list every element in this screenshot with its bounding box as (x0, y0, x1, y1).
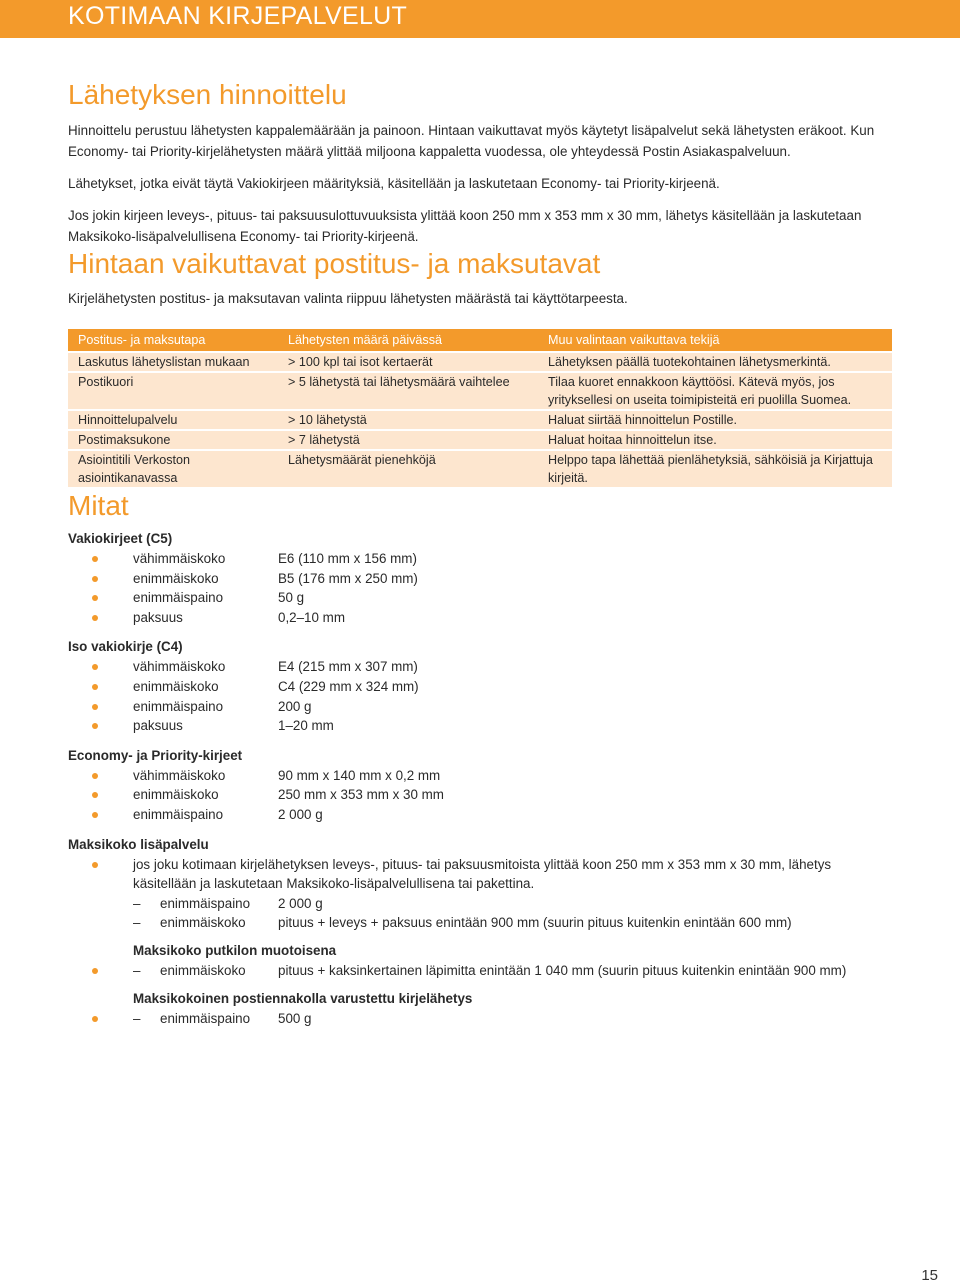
table-cell: Hinnoittelupalvelu (68, 411, 278, 429)
item-label: enimmäispaino (160, 1010, 251, 1026)
dash-marker: – (133, 895, 141, 911)
page-content (68, 78, 892, 1028)
list-item (68, 677, 892, 697)
table-row (68, 431, 892, 449)
dimensions-section (68, 529, 892, 1028)
table-cell: Postikuori (68, 373, 278, 409)
list-item (68, 766, 892, 786)
pricing-paragraph: Hinnoittelu perustuu lähetysten kappalemäärään ja painoon. Hintaan vaikuttavat myös käytetyt lisäpalvelut sekä lähetysten eräkoot. Kun Economy- tai Priority-kirjelähetysten määrä ylittää miljoona kappaletta vuodessa, ole yhteydessä Postin Asiakaspalveluun. (68, 123, 875, 159)
table-cell: Tilaa kuoret ennakkoon käyttöösi. Kätevä myös, jos yrityksellesi on useita toimipisteitä eri puolilla Suomea. (538, 373, 892, 409)
item-value: E6 (110 mm x 156 mm) (278, 551, 417, 566)
table-row (68, 353, 892, 371)
item-value: 50 g (278, 590, 305, 606)
list-item (68, 785, 892, 805)
table-row (68, 373, 892, 409)
item-label: enimmäiskoko (133, 787, 219, 803)
item-value: B5 (176 mm x 250 mm) (278, 570, 418, 586)
list-item (68, 961, 892, 981)
maxi-intro-text: jos joku kotimaan kirjelähetyksen leveys-, pituus- tai paksuusmitoista ylittää koon 250 mm x 353 mm x 30 mm, lähetys käsitellään ja laskutetaan Maksikoko-lisäpalvelullisena tai pakettina. (133, 856, 832, 892)
table-cell: Lähetysmäärät pienehköjä (278, 451, 538, 487)
item-value: 2 000 g (278, 895, 323, 911)
list-item (68, 697, 892, 717)
bullet-icon (92, 704, 98, 710)
group-title: Economy- ja Priority-kirjeet (68, 747, 243, 763)
bullet-icon (92, 792, 98, 798)
list-item (68, 588, 892, 608)
page-header-title: KOTIMAAN KIRJEPALVELUT (68, 2, 408, 30)
bullet-icon (92, 773, 98, 779)
item-label: vähimmäiskoko (133, 767, 226, 783)
table-cell: > 100 kpl tai isot kertaerät (278, 353, 538, 371)
item-label: enimmäispaino (133, 590, 224, 606)
item-label: enimmäiskoko (160, 915, 246, 931)
item-value: 1–20 mm (278, 718, 334, 734)
group-title: Maksikoko lisäpalvelu (68, 836, 209, 852)
table-cell: > 10 lähetystä (278, 411, 538, 429)
page-header-bar (0, 0, 960, 38)
item-label: paksuus (133, 718, 183, 734)
dash-marker: – (133, 1010, 141, 1026)
item-value: 200 g (278, 698, 312, 714)
bullet-icon (92, 615, 98, 621)
list-item (68, 608, 892, 628)
table-row (68, 451, 892, 487)
dimensions-title: Mitat (68, 490, 129, 521)
item-label: enimmäiskoko (160, 962, 246, 978)
table-cell: > 5 lähetystä tai lähetysmäärä vaihtelee (278, 373, 538, 409)
item-value: E4 (215 mm x 307 mm) (278, 659, 418, 675)
item-value: 250 mm x 353 mm x 30 mm (278, 787, 444, 803)
maxi-intro (68, 855, 892, 894)
table-cell: Haluat hoitaa hinnoittelun itse. (538, 431, 892, 449)
bullet-icon (92, 862, 98, 868)
sub-title: Maksikoko putkilon muotoisena (133, 942, 337, 958)
table-header-cell: Lähetysten määrä päivässä (278, 329, 538, 351)
table-header-row (68, 329, 892, 351)
table-cell: > 7 lähetystä (278, 431, 538, 449)
item-label: enimmäispaino (133, 698, 224, 714)
group-title: Iso vakiokirje (C4) (68, 639, 183, 655)
bullet-icon (92, 556, 98, 562)
list-item (68, 716, 892, 736)
payment-title: Hintaan vaikuttavat postitus- ja maksutavat (68, 248, 601, 279)
table-cell: Asiointitili Verkoston asiointikanavassa (68, 451, 278, 487)
list-item (68, 913, 892, 933)
bullet-icon (92, 664, 98, 670)
pricing-title: Lähetyksen hinnoittelu (68, 79, 347, 110)
dash-marker: – (133, 915, 141, 931)
bullet-icon (92, 595, 98, 601)
pricing-paragraph: Lähetykset, jotka eivät täytä Vakiokirjeen määrityksiä, käsitellään ja laskutetaan Economy- tai Priority-kirjeenä. (68, 176, 720, 191)
table-row (68, 411, 892, 429)
sub-title: Maksikokoinen postiennakolla varustettu kirjelähetys (133, 990, 473, 1006)
pricing-paragraph: Jos jokin kirjeen leveys-, pituus- tai paksuusulottuvuuksista ylittää koon 250 mm x 353 mm x 30 mm, lähetys käsitellään ja laskutetaan Maksikoko-lisäpalvelullisena Economy- tai Priority-kirjeenä. (68, 208, 862, 244)
item-label: vähimmäiskoko (133, 659, 226, 675)
item-label: enimmäispaino (133, 806, 224, 822)
item-label: paksuus (133, 609, 183, 625)
list-item (68, 569, 892, 589)
item-value: 2 000 g (278, 806, 323, 822)
table-cell: Lähetyksen päällä tuotekohtainen lähetysmerkintä. (538, 353, 892, 371)
payment-intro: Kirjelähetysten postitus- ja maksutavan valinta riippuu lähetysten määrästä tai käyttötarpeesta. (68, 291, 628, 306)
list-item (68, 805, 892, 825)
dash-marker: – (133, 962, 141, 978)
bullet-icon (92, 723, 98, 729)
item-value: 0,2–10 mm (278, 609, 345, 625)
table-header-cell: Muu valintaan vaikuttava tekijä (538, 329, 892, 351)
bullet-icon (92, 684, 98, 690)
table-cell: Laskutus lähetyslistan mukaan (68, 353, 278, 371)
list-item (68, 1009, 892, 1029)
list-item (68, 549, 892, 569)
item-label: vähimmäiskoko (133, 551, 226, 566)
list-item (68, 894, 892, 914)
bullet-icon (92, 812, 98, 818)
page-number: 15 (921, 1267, 938, 1284)
item-label: enimmäiskoko (133, 570, 219, 586)
table-header-cell: Postitus- ja maksutapa (68, 329, 278, 351)
table-cell: Haluat siirtää hinnoittelun Postille. (538, 411, 892, 429)
item-value: 90 mm x 140 mm x 0,2 mm (278, 767, 441, 783)
item-value: pituus + leveys + paksuus enintään 900 mm (suurin pituus kuitenkin enintään 600 mm) (278, 915, 792, 931)
item-value: 500 g (278, 1010, 312, 1026)
bullet-icon (92, 968, 98, 974)
table-cell: Helppo tapa lähettää pienlähetyksiä, sähköisiä ja Kirjattuja kirjeitä. (538, 451, 892, 487)
group-title: Vakiokirjeet (C5) (68, 531, 173, 546)
table-cell: Postimaksukone (68, 431, 278, 449)
bullet-icon (92, 576, 98, 582)
list-item (68, 657, 892, 677)
item-value: pituus + kaksinkertainen läpimitta enintään 1 040 mm (suurin pituus kuitenkin enintään 900 mm) (278, 962, 847, 978)
item-label: enimmäiskoko (133, 678, 219, 694)
bullet-icon (92, 1016, 98, 1022)
item-label: enimmäispaino (160, 895, 251, 911)
item-value: C4 (229 mm x 324 mm) (278, 678, 419, 694)
payment-methods-table (68, 327, 892, 489)
